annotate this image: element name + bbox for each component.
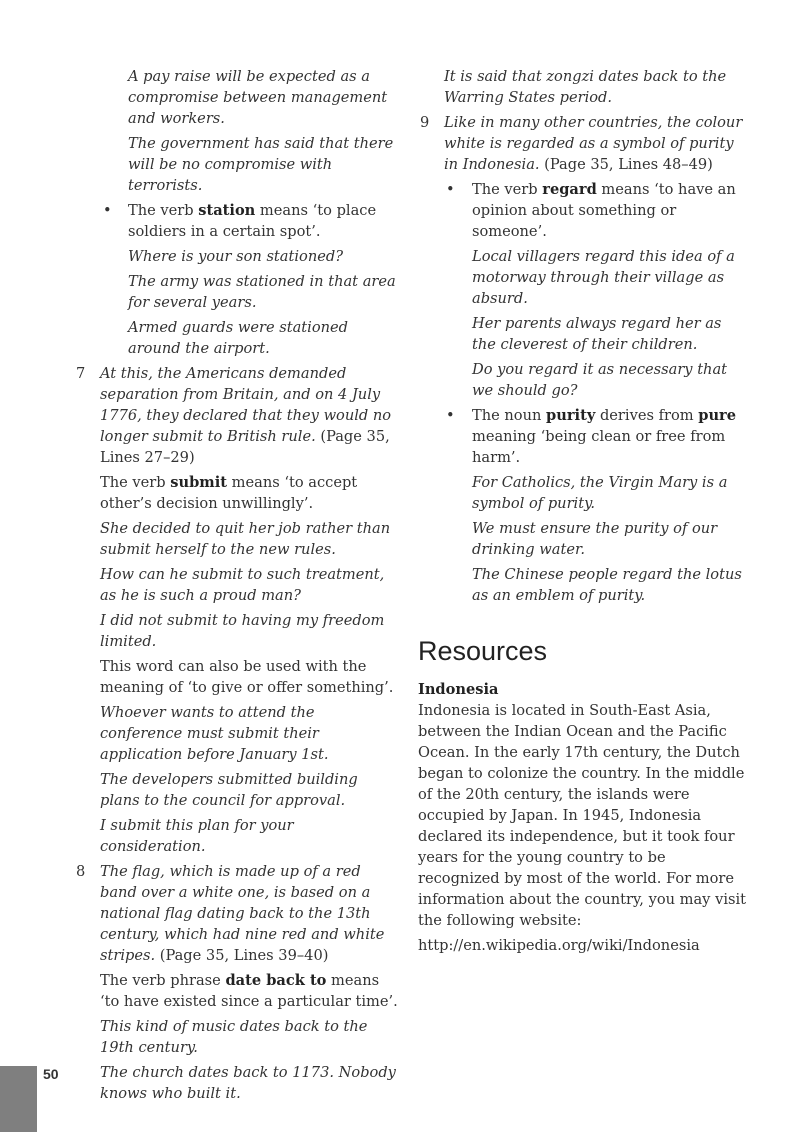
keyword: submit <box>170 474 228 491</box>
definition-paragraph: This word can also be used with the meaning of ‘to give or offer something’. <box>100 658 394 696</box>
example-sentence: Her parents always regard her as the cleverest of their children. <box>472 315 722 353</box>
example-sentence: Where is your son stationed? <box>128 248 344 265</box>
item-number: 9 <box>420 114 430 131</box>
example-sentence: The church dates back to 1173. Nobody knows who built it. <box>100 1064 396 1102</box>
example-sentence: The developers submitted building plans to the council for approval. <box>100 771 358 809</box>
definition-text: The noun <box>472 407 547 424</box>
definition-text: means ‘to have an opinion about something or someone’. <box>472 181 736 240</box>
bullet-definition-station <box>80 200 400 242</box>
page-number: 50 <box>43 1066 59 1082</box>
example-sentence: I submit this plan for your consideration. <box>100 817 294 855</box>
page-footer-bar <box>0 1066 37 1132</box>
example-sentence: It is said that zongzi dates back to the Warring States period. <box>444 68 727 106</box>
example-sentence: For Catholics, the Virgin Mary is a symbol of purity. <box>472 474 728 512</box>
keyword: pure <box>698 407 737 424</box>
keyword: regard <box>542 181 597 198</box>
left-column <box>76 66 400 1108</box>
definition-text: means ‘to accept other’s decision unwillingly’. <box>100 474 358 512</box>
keyword: purity <box>546 407 596 424</box>
resource-link[interactable]: http://en.wikipedia.org/wiki/Indonesia <box>418 937 700 954</box>
bullet-marker: • <box>446 181 455 198</box>
definition-text: derives from <box>595 407 699 424</box>
example-sentence: The Chinese people regard the lotus as an emblem of purity. <box>472 566 742 604</box>
quote-text: Like in many other countries, the colour white is regarded as a symbol of purity in Indonesia. <box>444 114 743 173</box>
numbered-item-7 <box>76 363 400 468</box>
example-sentence: A pay raise will be expected as a compromise between management and workers. <box>128 68 388 127</box>
page-reference: (Page 35, Lines 39–40) <box>159 947 329 964</box>
example-sentence: How can he submit to such treatment, as he is such a proud man? <box>100 566 385 604</box>
definition-text: The verb <box>472 181 543 198</box>
definition-text: The verb <box>100 474 171 491</box>
example-sentence: We must ensure the purity of our drinking water. <box>472 520 718 558</box>
quote-text: The flag, which is made up of a red band over a white one, is based on a national flag dating back to the 13th century, which had nine red and white stripes. <box>100 863 385 964</box>
page-reference: (Page 35, Lines 27–29) <box>100 428 390 466</box>
keyword: date back to <box>225 972 327 989</box>
example-sentence: She decided to quit her job rather than submit herself to the new rules. <box>100 520 391 558</box>
quote-text: At this, the Americans demanded separation from Britain, and on 4 July 1776, they declared that they would no longer submit to British rule. <box>100 365 392 445</box>
item-number: 7 <box>76 365 86 382</box>
definition-text: means ‘to have existed since a particular time’. <box>100 972 398 1010</box>
definition-text: meaning ‘being clean or free from harm’. <box>472 428 726 466</box>
definition-text: The verb phrase <box>100 972 226 989</box>
example-sentence: Local villagers regard this idea of a motorway through their village as absurd. <box>472 248 735 307</box>
bullet-marker: • <box>103 202 112 219</box>
bullet-definition-regard <box>418 179 748 242</box>
example-sentence: This kind of music dates back to the 19th century. <box>100 1018 368 1056</box>
definition-text: means ‘to place soldiers in a certain spot’. <box>128 202 377 240</box>
definition-text: The verb <box>128 202 199 219</box>
numbered-item-9 <box>418 112 748 175</box>
definition-paragraph <box>80 970 400 1012</box>
bullet-definition-purity <box>418 405 748 468</box>
indonesia-heading: Indonesia <box>418 681 499 698</box>
keyword: station <box>198 202 256 219</box>
page-reference: (Page 35, Lines 48–49) <box>544 156 713 173</box>
example-sentence: Armed guards were stationed around the airport. <box>128 319 348 357</box>
indonesia-paragraph: Indonesia is located in South-East Asia, between the Indian Ocean and the Pacific Ocean. In the early 17th century, the Dutch began to colonize the country. In the middle of the 20th century, the islands were occupied by Japan. In 1945, Indonesia declared its independence, but it took four years for the young country to be recognized by most of the world. For more information about the country, you may visit the following website: <box>418 702 747 929</box>
example-sentence: The army was stationed in that area for several years. <box>128 273 396 311</box>
right-column <box>418 66 748 960</box>
example-sentence: Whoever wants to attend the conference must submit their application before January 1st. <box>100 704 329 763</box>
example-sentence: I did not submit to having my freedom limited. <box>100 612 385 650</box>
numbered-item-8 <box>76 861 400 966</box>
item-number: 8 <box>76 863 86 880</box>
resources-heading: Resources <box>418 636 548 666</box>
bullet-marker: • <box>446 407 455 424</box>
example-sentence: Do you regard it as necessary that we should go? <box>472 361 728 399</box>
definition-paragraph <box>80 472 400 514</box>
example-sentence: The government has said that there will be no compromise with terrorists. <box>128 135 394 194</box>
